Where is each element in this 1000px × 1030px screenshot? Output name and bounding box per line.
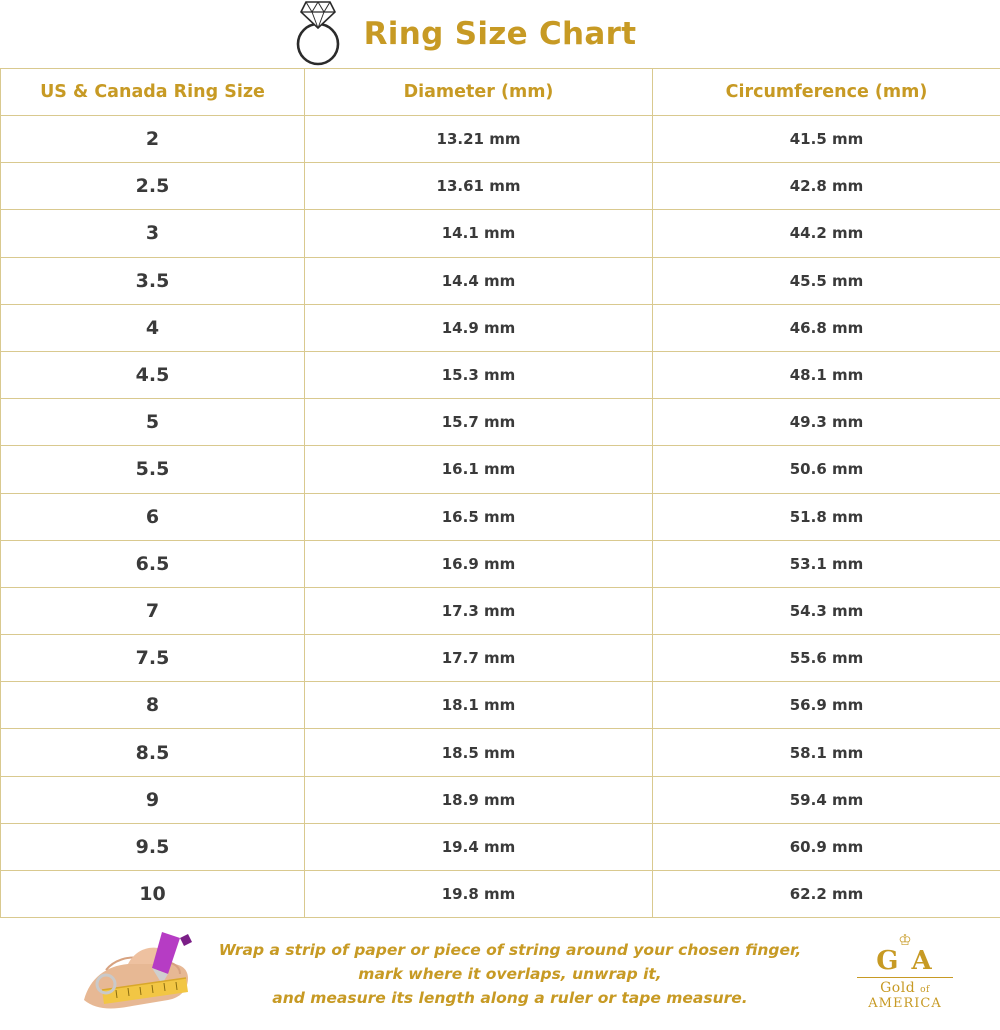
cell-diameter: 17.3 mm (305, 587, 653, 634)
cell-ring-size: 8 (1, 682, 305, 729)
cell-ring-size: 9 (1, 776, 305, 823)
table-row (1, 399, 1000, 446)
brand-name-line-1 (846, 980, 964, 996)
table-row (1, 729, 1000, 776)
table-row (1, 682, 1000, 729)
cell-ring-size: 2 (1, 116, 305, 163)
cell-diameter: 13.21 mm (305, 116, 653, 163)
cell-circumference: 56.9 mm (653, 682, 1000, 729)
instruction-line-1: Wrap a strip of paper or piece of string around your chosen finger, (219, 938, 802, 962)
table-row (1, 776, 1000, 823)
cell-diameter: 14.1 mm (305, 210, 653, 257)
cell-diameter: 18.1 mm (305, 682, 653, 729)
cell-circumference: 62.2 mm (653, 871, 1000, 918)
cell-diameter: 19.4 mm (305, 823, 653, 870)
cell-ring-size: 4.5 (1, 351, 305, 398)
cell-circumference: 58.1 mm (653, 729, 1000, 776)
brand-monogram: G A (846, 948, 964, 975)
cell-ring-size: 3 (1, 210, 305, 257)
table-row (1, 871, 1000, 918)
cell-diameter: 15.7 mm (305, 399, 653, 446)
column-header-circumference: Circumference (mm) (653, 69, 1000, 116)
cell-circumference: 44.2 mm (653, 210, 1000, 257)
cell-circumference: 53.1 mm (653, 540, 1000, 587)
page-title: Ring Size Chart (364, 16, 637, 52)
cell-circumference: 46.8 mm (653, 304, 1000, 351)
page-header (0, 0, 1000, 68)
brand-gold-text: Gold (880, 980, 915, 996)
cell-diameter: 16.5 mm (305, 493, 653, 540)
hand-measuring-finger-photo (76, 926, 206, 1022)
cell-ring-size: 7 (1, 587, 305, 634)
instruction-line-3: and measure its length along a ruler or tape measure. (219, 986, 802, 1010)
table-row (1, 493, 1000, 540)
cell-ring-size: 6 (1, 493, 305, 540)
cell-diameter: 13.61 mm (305, 163, 653, 210)
cell-ring-size: 4 (1, 304, 305, 351)
table-header-row (1, 69, 1000, 116)
cell-diameter: 18.9 mm (305, 776, 653, 823)
cell-diameter: 18.5 mm (305, 729, 653, 776)
table-row (1, 446, 1000, 493)
cell-circumference: 45.5 mm (653, 257, 1000, 304)
cell-circumference: 55.6 mm (653, 635, 1000, 682)
table-row (1, 304, 1000, 351)
cell-diameter: 14.4 mm (305, 257, 653, 304)
measuring-instructions (219, 938, 802, 1010)
instruction-line-2: mark where it overlaps, unwrap it, (219, 962, 802, 986)
cell-circumference: 59.4 mm (653, 776, 1000, 823)
crown-icon: ♔ (846, 932, 964, 948)
table-row (1, 210, 1000, 257)
cell-diameter: 17.7 mm (305, 635, 653, 682)
table-row (1, 823, 1000, 870)
cell-circumference: 41.5 mm (653, 116, 1000, 163)
cell-ring-size: 7.5 (1, 635, 305, 682)
table-row (1, 351, 1000, 398)
cell-ring-size: 3.5 (1, 257, 305, 304)
cell-ring-size: 5 (1, 399, 305, 446)
cell-ring-size: 9.5 (1, 823, 305, 870)
brand-divider (857, 977, 953, 978)
cell-ring-size: 5.5 (1, 446, 305, 493)
cell-circumference: 42.8 mm (653, 163, 1000, 210)
table-row (1, 587, 1000, 634)
cell-ring-size: 10 (1, 871, 305, 918)
cell-circumference: 60.9 mm (653, 823, 1000, 870)
cell-diameter: 16.9 mm (305, 540, 653, 587)
cell-circumference: 50.6 mm (653, 446, 1000, 493)
cell-circumference: 49.3 mm (653, 399, 1000, 446)
cell-ring-size: 8.5 (1, 729, 305, 776)
cell-circumference: 48.1 mm (653, 351, 1000, 398)
ring-size-table (0, 68, 1000, 918)
diamond-ring-icon (290, 0, 346, 68)
brand-of-text: of (920, 985, 930, 995)
cell-diameter: 14.9 mm (305, 304, 653, 351)
table-row (1, 163, 1000, 210)
table-row (1, 116, 1000, 163)
table-row (1, 257, 1000, 304)
page-footer (0, 918, 1000, 1030)
cell-diameter: 16.1 mm (305, 446, 653, 493)
table-row (1, 635, 1000, 682)
cell-diameter: 19.8 mm (305, 871, 653, 918)
cell-ring-size: 6.5 (1, 540, 305, 587)
table-row (1, 540, 1000, 587)
cell-ring-size: 2.5 (1, 163, 305, 210)
column-header-ring-size: US & Canada Ring Size (1, 69, 305, 116)
cell-circumference: 54.3 mm (653, 587, 1000, 634)
cell-circumference: 51.8 mm (653, 493, 1000, 540)
column-header-diameter: Diameter (mm) (305, 69, 653, 116)
brand-name-line-2: AMERICA (846, 996, 964, 1011)
cell-diameter: 15.3 mm (305, 351, 653, 398)
